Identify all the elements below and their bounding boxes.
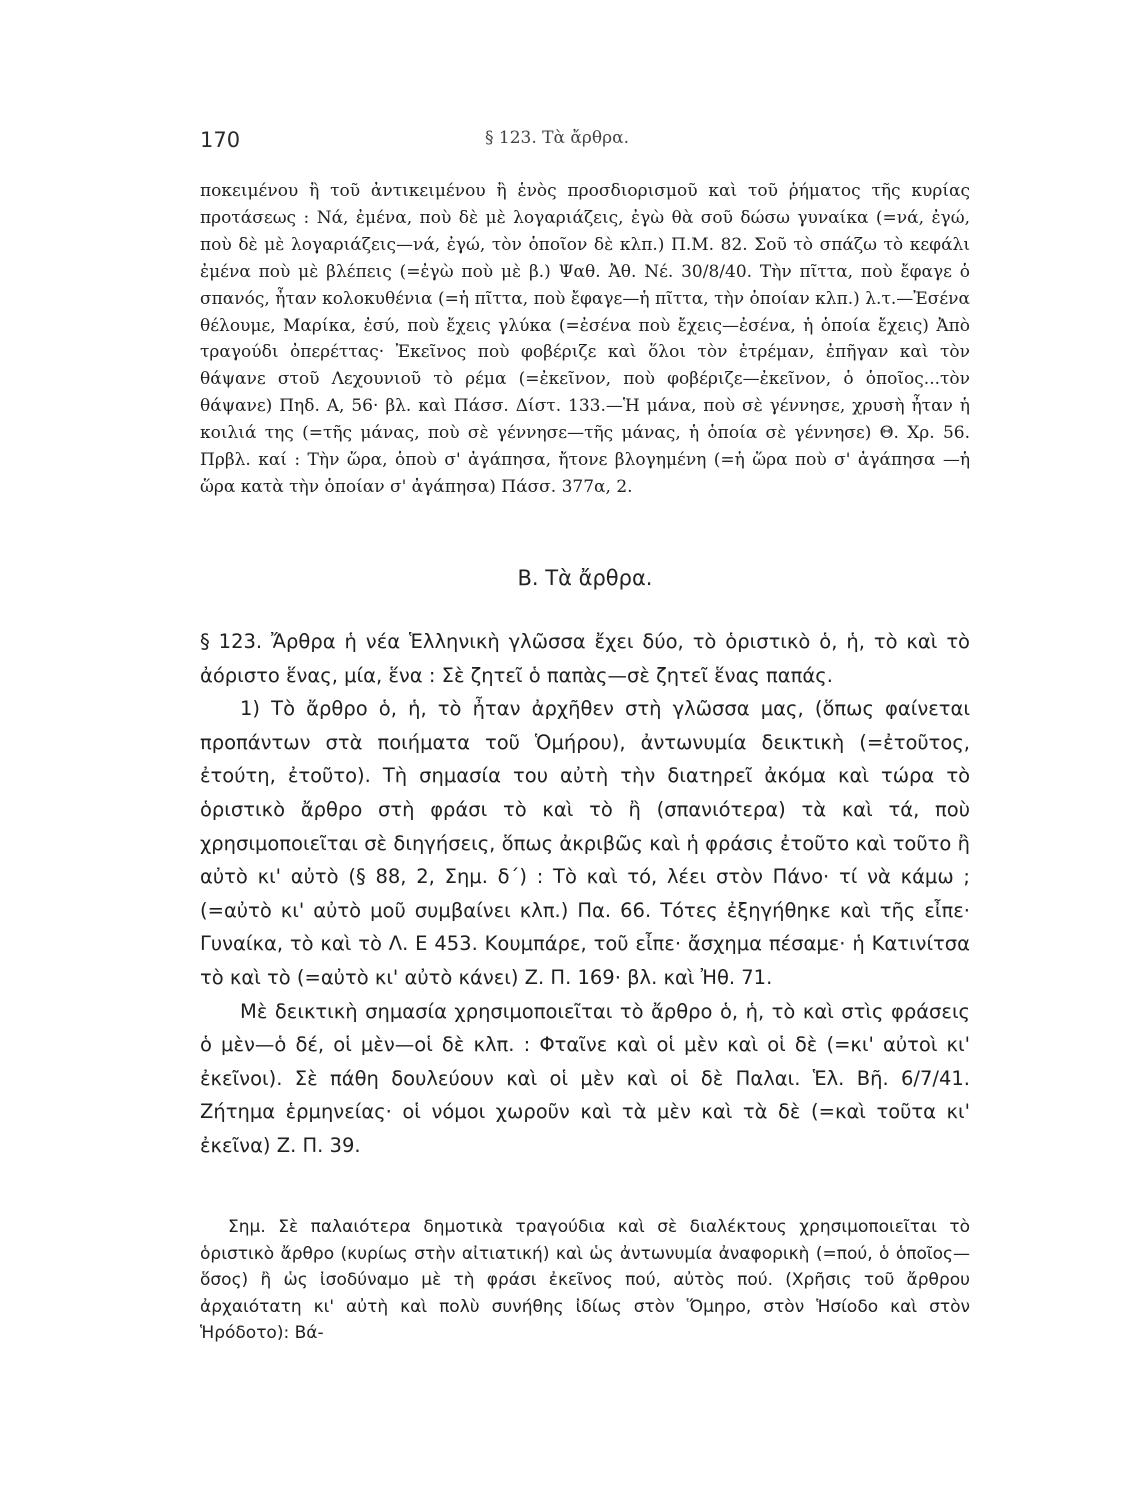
paragraph-demonstrative: 1) Τὸ ἄρθρο ὁ, ἡ, τὸ ἦταν ἀρχῆθεν στὴ γλῶσσα μας, (ὅπως φαίνεται προπάντων στὰ ποιήματα τοῦ Ὁμήρου), ἀντωνυμία δεικτικὴ (=ἐτοῦτος, ἐτούτη, ἐτοῦτο). Τὴ σημασία του αὐτὴ τὴν διατηρεῖ ἀκόμα καὶ τώρα τὸ ὁριστικὸ ἄρθρο στὴ φράσι τὸ καὶ τὸ ἢ (σπανιότερα) τὰ καὶ τά, ποὺ χρησιμοποιεῖται σὲ διηγήσεις, ὅπως ἀκριβῶς καὶ ἡ φράσις ἐτοῦτο καὶ τοῦτο ἢ αὐτὸ κι' αὐτὸ (§ 88, 2, Σημ. δ΄) : Τὸ καὶ τό, λέει στὸν Πάνο· τί νὰ κάμω ; (=αὐτὸ κι' αὐτὸ μοῦ συμβαίνει κλπ.) Πα. 66. Τότες ἐξηγήθηκε καὶ τῆς εἶπε· Γυναίκα, τὸ καὶ τὸ Λ. Ε 453. Κουμπάρε, τοῦ εἶπε· ἄσχημα πέσαμε· ἡ Κατινίτσα τὸ καὶ τὸ (=αὐτὸ κι' αὐτὸ κάνει) Ζ. Π. 169· βλ. καὶ Ἠθ. 71. bbox=[200, 697, 970, 989]
page-header bbox=[200, 128, 960, 158]
section-title: Β. Τὰ ἄρθρα. bbox=[517, 566, 653, 590]
paragraph-123: § 123. Ἄρθρα ἡ νέα Ἑλληνικὴ γλῶσσα ἔχει δύο, τὸ ὁριστικὸ ὁ, ἡ, τὸ καὶ τὸ ἀόριστο ἕνας, μία, ἕνα : Σὲ ζητεῖ ὁ παπὰς—σὲ ζητεῖ ἕνας παπάς. bbox=[200, 630, 970, 687]
upper-text: ποκειμένου ἢ τοῦ ἀντικειμένου ἢ ἑνὸς προσδιορισμοῦ καὶ τοῦ ῥήματος τῆς κυρίας προτάσεως : Νά, ἐμένα, ποὺ δὲ μὲ λογαριάζεις, ἐγὼ θὰ σοῦ δώσω γυναίκα (=νά, ἐγώ, ποὺ δὲ μὲ λογαριάζεις—νά, ἐγώ, τὸν ὁποῖον δὲ κλπ.) Π.Μ. 82. Σοῦ τὸ σπάζω τὸ κεφάλι ἐμένα ποὺ μὲ βλέπεις (=ἐγὼ ποὺ μὲ β.) Ψαθ. Ἀθ. Νέ. 30/8/40. Τὴν πῖττα, ποὺ ἔφαγε ὁ σπανός, ἦταν κολοκυθένια (=ἡ πῖττα, ποὺ ἔφαγε—ἡ πῖττα, τὴν ὁποίαν κλπ.) λ.τ.—Ἐσένα θέλουμε, Μαρίκα, ἐσύ, ποὺ ἔχεις γλύκα (=ἐσένα ποὺ ἔχεις—ἐσένα, ἡ ὁποία ἔχεις) Ἀπὸ τραγούδι ὀπερέττας· Ἐκεῖνος ποὺ φοβέριζε καὶ ὅλοι τὸν ἐτρέμαν, ἐπῆγαν καὶ τὸν θάψανε στοῦ Λεχουνιοῦ τὸ ρέμα (=ἐκεῖνον, ποὺ φοβέριζε—ἐκεῖνον, ὁ ὁποῖος...τὸν θάψανε) Πηδ. Α, 56· βλ. καὶ Πάσσ. Δίστ. 133.—Ἡ μάνα, ποὺ σὲ γέννησε, χρυσὴ ἦταν ἡ κοιλιά της (=τῆς μάνας, ποὺ σὲ γέννησε—τῆς μάνας, ἡ ὁποία σὲ γέννησε) Θ. Χρ. 56. Πρβλ. καί : Τὴν ὥρα, ὁποὺ σ' ἀγάπησα, ἤτονε βλογημένη (=ἡ ὥρα ποὺ σ' ἀγάπησα —ἡ ὥρα κατὰ τὴν ὁποίαν σ' ἀγάπησα) Πάσσ. 377α, 2. bbox=[200, 181, 970, 497]
note-paragraph: Σημ. Σὲ παλαιότερα δημοτικὰ τραγούδια καὶ σὲ διαλέκτους χρησιμοποιεῖται τὸ ὁριστικὸ ἄρθρο (κυρίως στὴν αἰτιατική) καὶ ὡς ἀντωνυμία ἀναφορικὴ (=πού, ὁ ὁποῖος—ὅσος) ἢ ὡς ἰσοδύναμο μὲ τὴ φράσι ἐκεῖνος πού, αὐτὸς πού. (Χρῆσις τοῦ ἄρθρου ἀρχαιότατη κι' αὐτὴ καὶ πολὺ συνήθης ἰδίως στὸν Ὅμηρο, στὸν Ἡσίοδο καὶ στὸν Ἡρόδοτο): Βά- bbox=[200, 1217, 970, 1344]
note-block bbox=[200, 1214, 970, 1347]
paragraph-men-de: Μὲ δεικτικὴ σημασία χρησιμοποιεῖται τὸ ἄρθρο ὁ, ἡ, τὸ καὶ στὶς φράσεις ὁ μὲν—ὁ δέ, οἱ μὲν—οἱ δὲ κλπ. : Φταῖνε καὶ οἱ μὲν καὶ οἱ δὲ (=κι' αὐτοὶ κι' ἐκεῖνοι). Σὲ πάθη δουλεύουν καὶ οἱ μὲν καὶ οἱ δὲ Παλαι. Ἑλ. Βῆ. 6/7/41. Ζήτημα ἑρμηνείας· οἱ νόμοι χωροῦν καὶ τὰ μὲν καὶ τὰ δὲ (=καὶ τοῦτα κι' ἐκεῖνα) Ζ. Π. 39. bbox=[200, 999, 970, 1157]
continued-examples-paragraph bbox=[200, 178, 970, 501]
running-head: § 123. Τὰ ἄρθρα. bbox=[485, 128, 629, 148]
page-number: 170 bbox=[200, 128, 241, 152]
main-text bbox=[200, 625, 970, 1163]
